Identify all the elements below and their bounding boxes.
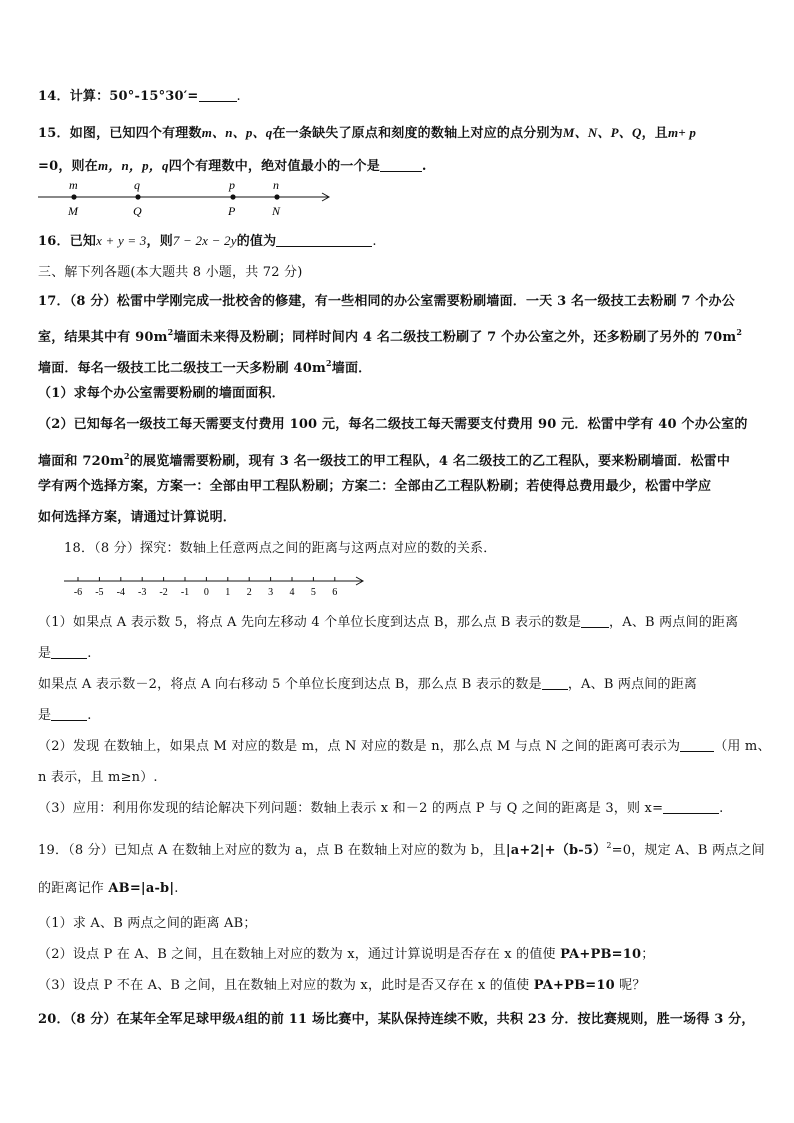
q18-p1b-a: 如果点 A 表示数－2，将点 A 向右移动 5 个单位长度到达点 B，那么点 B 表示的数是 (38, 677, 542, 692)
label-M: M (68, 204, 78, 218)
q19-l1-c: =0，规定 A、B 两点之间 (611, 843, 765, 858)
q19-part-1: （1）求 A、B 两点之间的距离 AB； (38, 916, 257, 931)
q18-p1b-dot: . (87, 708, 92, 723)
q18-p1-b: ，A、B 两点间的距离 (609, 615, 739, 630)
tick-label: 5 (310, 587, 316, 598)
q19-line-2 (38, 880, 179, 898)
q18-p2-a: （2）发现 在数轴上，如果点 M 对应的数是 m，点 N 对应的数是 n，那么点 M 与点 N 之间的距离可表示为 (38, 739, 681, 754)
q18-part-2-line-1 (38, 738, 771, 756)
question-15-line-2 (38, 157, 427, 176)
q14-number: 14． (38, 89, 70, 104)
q17-line-3-a: 墙面．每名一级技工比二级技工一天多粉刷 40m (38, 361, 326, 376)
q18-p3-a: （3）应用：利用你发现的结论解决下列问题：数轴上表示 x 和－2 的两点 P 与 Q 之间的距离是 3，则 x= (38, 801, 664, 816)
q17-part-2-line-3: 学有两个选择方案，方案一：全部由甲工程队粉刷；方案二：全部由乙工程队粉刷；若使得总费用最少，松雷中学应 (38, 479, 712, 494)
q18-p3-blank[interactable] (663, 801, 719, 814)
point-p (230, 194, 235, 199)
tick-label: -5 (95, 587, 104, 598)
q17-line-3 (38, 354, 371, 378)
q19-l1-b: |a+2|+（b-5） (505, 843, 607, 858)
tick-label: -6 (73, 587, 83, 598)
q20-line-1 (38, 1010, 755, 1029)
tick-label: 4 (289, 587, 295, 598)
tick-label: -1 (180, 587, 190, 598)
q18-p1b-b: ，A、B 两点间的距离 (567, 677, 698, 692)
q18-p1-dot: . (87, 646, 92, 661)
q20-group: A (235, 1011, 245, 1026)
q18-p2-blank[interactable] (680, 739, 714, 752)
q17-line-3-b: 墙面． (331, 361, 372, 376)
q19-l1-a: 19．（8 分）已知点 A 在数轴上对应的数为 a，点 B 在数轴上对应的数为 b，且 (38, 843, 506, 858)
q15-answer-blank[interactable] (380, 159, 422, 172)
q15-text-a: 如图，已知四个有理数 (69, 126, 202, 141)
q19-l2-c: . (174, 881, 179, 896)
tick-label: -3 (138, 587, 147, 598)
q16-given: x + y = 3 (96, 233, 147, 248)
q18-part-2-line-2: n 表示，且 m≥n）. (38, 770, 158, 785)
q15-expr: m+ p (667, 125, 697, 140)
q18-part-1-line-1 (38, 614, 738, 632)
q18-number-line-figure (62, 572, 372, 602)
q15-vars: m、n、p、q (201, 125, 273, 140)
q15-text-b: 在一条缺失了原点和刻度的数轴上对应的点分别为 (272, 126, 563, 141)
q17-line-2-b: 墙面未来得及粉刷；同样时间内 4 名二级技工粉刷了 7 个办公室之外，还多粉刷了另外的 70m (173, 330, 737, 345)
q16-tail: . (372, 234, 377, 249)
q16-answer-blank[interactable] (276, 234, 372, 247)
point-n (274, 194, 279, 199)
q18-p1-c: 是 (38, 646, 52, 661)
q18-title: 18．（8 分）探究：数轴上任意两点之间的距离与这两点对应的数的关系． (64, 541, 497, 556)
q18-part-1b-line-1 (38, 676, 697, 694)
q19-p2-b: PA+PB=10 (560, 947, 642, 962)
tick-label: -4 (116, 587, 125, 598)
q17-part-2-line-2 (38, 447, 730, 471)
q19-l2-a: 的距离记作 (38, 881, 109, 896)
label-N: N (272, 204, 281, 218)
q19-part-3 (38, 977, 646, 995)
q18-part-1-line-2 (38, 645, 92, 663)
label-p: p (229, 178, 235, 192)
q17-line-1: 17．（8 分）松雷中学刚完成一批校舍的修建，有一些相同的办公室需要粉刷墙面．一天 3 名一级技工去粉刷 7 个办公 (38, 294, 735, 309)
q19-p3-a: （3）设点 P 不在 A、B 之间，且在数轴上对应的数为 x，此时是否又存在 x 的值使 (38, 978, 534, 993)
q19-l2-b: AB=|a-b| (108, 881, 175, 896)
tick-label: 1 (225, 587, 231, 598)
q17-part-2-line-2-b: 的展览墙需要粉刷，现有 3 名一级技工的甲工程队，4 名二级技工的乙工程队，要来粉刷墙面．松雷中 (129, 454, 731, 469)
q19-p2-c: ； (641, 947, 655, 962)
q14-answer-blank[interactable] (199, 89, 237, 102)
q20-l1-b: 组的前 11 场比赛中，某队保持连续不败，共积 23 分．按比赛规则，胜一场得 3 分， (244, 1012, 755, 1027)
q14-text: 计算：50°-15°30′= (69, 89, 199, 104)
label-P: P (228, 204, 236, 218)
q16-post: 的值为 (236, 234, 277, 249)
q18-p1-blank-1[interactable] (581, 615, 609, 628)
q17-sup-1: 2 (167, 327, 174, 337)
q16-pre: 已知 (69, 234, 97, 249)
q19-sup: 2 (606, 841, 612, 850)
q18-p1-a: （1）如果点 A 表示数 5，将点 A 先向左移动 4 个单位长度到达点 B，那么点 B 表示的数是 (38, 615, 582, 630)
tick-label: -2 (159, 587, 168, 598)
q15-text-e: 四个有理数中，绝对值最小的一个是 (168, 159, 380, 174)
q17-sup-3: 2 (325, 358, 332, 368)
question-16 (38, 232, 377, 251)
q20-l1-a: 20．（8 分）在某年全军足球甲级 (38, 1012, 236, 1027)
q17-part-2-line-2-a: 墙面和 720m (38, 454, 125, 469)
q18-p1b-c: 是 (38, 708, 52, 723)
label-n: n (273, 178, 279, 192)
tick-label: 6 (332, 587, 338, 598)
question-15-line-1 (38, 124, 696, 143)
q15-number: 15． (38, 126, 70, 141)
tick-label: 2 (246, 587, 252, 598)
q15-text-c: ，且 (641, 126, 668, 141)
q16-number: 16． (38, 234, 70, 249)
q17-sup-4: 2 (124, 451, 130, 461)
label-m: m (69, 178, 78, 192)
q17-part-2-line-4: 如何选择方案，请通过计算说明． (38, 510, 237, 525)
q18-p1b-blank-1[interactable] (542, 677, 568, 690)
q15-tail: . (421, 159, 427, 174)
q19-p2-a: （2）设点 P 在 A、B 之间，且在数轴上对应的数为 x，通过计算说明是否存在 x 的值使 (38, 947, 561, 962)
q19-part-2 (38, 946, 654, 964)
q19-p3-b: PA+PB=10 (533, 978, 615, 993)
q19-p3-c: 呢？ (614, 978, 646, 993)
q16-expr: 7 − 2x − 2y (172, 233, 237, 248)
q18-p1b-blank-2[interactable] (51, 708, 87, 721)
q15-text-d: =0，则在 (38, 159, 98, 174)
q17-part-2-line-1: （2）已知每名一级技工每天需要支付费用 100 元，每名二级技工每天需要支付费用 90 元．松雷中学有 40 个办公室的 (38, 417, 748, 432)
q17-line-2 (38, 323, 742, 347)
q14-tail: . (236, 89, 241, 104)
q18-part-1b-line-2 (38, 707, 92, 725)
q17-sup-2: 2 (736, 327, 743, 337)
q18-p1-blank-2[interactable] (51, 646, 87, 659)
q18-part-3 (38, 800, 724, 818)
label-q: q (134, 178, 140, 192)
q17-line-2-a: 室，结果其中有 90m (38, 330, 168, 345)
q17-part-1: （1）求每个办公室需要粉刷的墙面面积． (38, 386, 285, 401)
label-Q: Q (133, 204, 142, 218)
section-heading: 三、解下列各题(本大题共 8 小题，共 72 分) (38, 265, 303, 280)
tick-label: 0 (203, 587, 209, 598)
q15-vars-2: m，n，p，q (97, 158, 169, 173)
q16-mid: ，则 (146, 234, 173, 249)
q15-number-line-figure (36, 176, 336, 220)
q18-p3-dot: . (719, 801, 724, 816)
point-q (135, 194, 140, 199)
q19-line-1 (38, 837, 765, 860)
question-14 (38, 88, 241, 106)
q15-points: M、N、P、Q (562, 125, 642, 140)
tick-label: 3 (268, 587, 274, 598)
q18-p2-b: （用 m、 (714, 739, 771, 754)
point-m (71, 194, 76, 199)
